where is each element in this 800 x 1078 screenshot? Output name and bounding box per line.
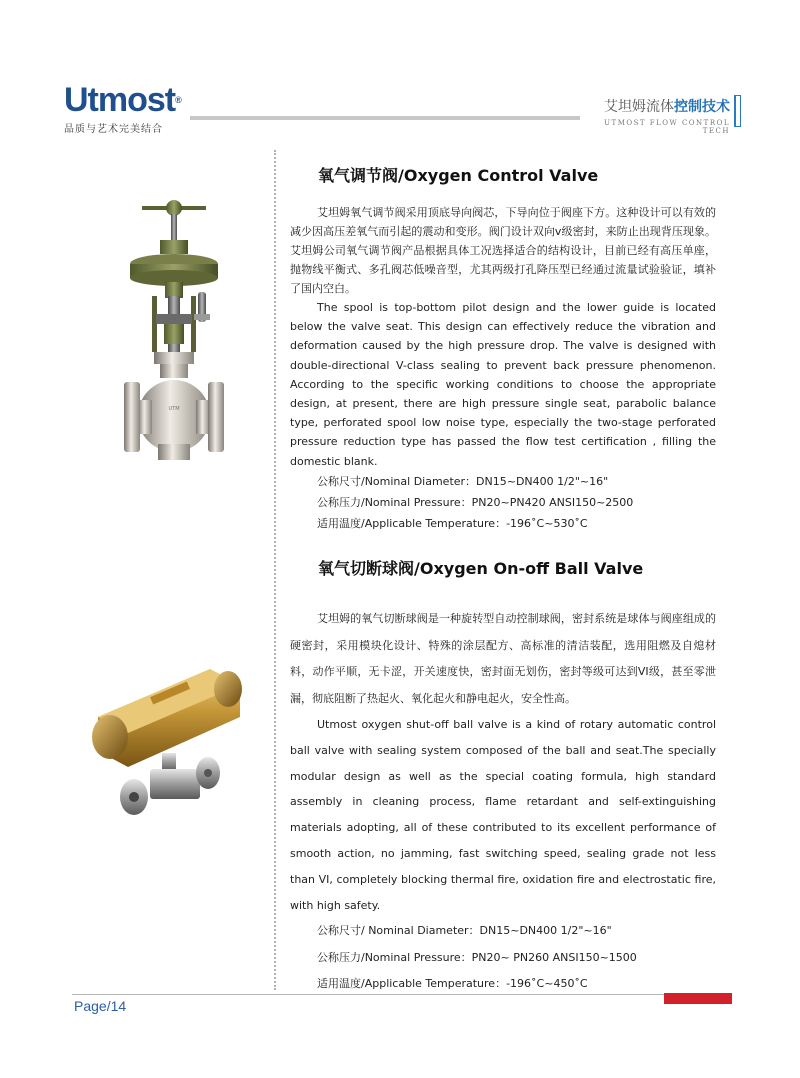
brand-en: UTMOST FLOW CONTROL TECH <box>604 119 730 135</box>
spec-nominal-diameter: 公称尺寸/Nominal Diameter：DN15~DN400 1/2"~16" <box>317 474 609 488</box>
svg-text:UTM: UTM <box>168 406 180 412</box>
brand-title <box>594 98 730 135</box>
spec-nominal-pressure: 公称压力/Nominal Pressure：PN20~ PN260 ANSI150~1500 <box>317 950 637 964</box>
footer-rule <box>72 994 732 995</box>
section-title: 氧气调节阀/Oxygen Control Valve <box>318 166 599 185</box>
spec-applicable-temperature: 适用温度/Applicable Temperature：-196˚C~450˚C <box>317 977 588 991</box>
spec-applicable-temperature: 适用温度/Applicable Temperature：-196˚C~530˚C <box>317 516 588 530</box>
section-oxygen-control-valve <box>290 165 716 534</box>
registered-mark: ® <box>175 95 181 105</box>
company-logo <box>64 82 184 135</box>
paragraph-english: The spool is top-bottom pilot design and the lower guide is located below the valve seat. This design can effectively reduce the vibration and deformation caused by the high pressure drop. The valve is designed with double-directional V-class sealing to prevent back pressure phenomenon. According to the specific working conditions to choose the appropriate design, at present, there are high pressure single seat, parabolic balance type, perforated spool low noise type, especially the two-stage perforated pressure reduction type has passed the flow test certification , filling the domestic blank. <box>290 301 716 468</box>
logo-wordmark: Utmost <box>64 81 176 119</box>
dotted-divider <box>274 150 276 990</box>
brand-bracket-icon <box>734 95 741 127</box>
logo-tagline: 品质与艺术完美结合 <box>64 124 163 135</box>
header-rule <box>190 116 580 120</box>
paragraph-chinese: 艾坦姆氧气调节阀采用顶底导向阀芯，下导向位于阀座下方。这种设计可以有效的减少因高压差氧气而引起的震动和变形。阀门设计双向v级密封，来防止出现背压现象。艾坦姆公司氧气调节阀产品根据具体工况选择适合的结构设计，目前已经有高压单座，抛物线平衡式、多孔阀芯低噪音型，尤其两级打孔降压型已经通过流量试验验证，填补了国内空白。 <box>290 206 716 295</box>
section-title: 氧气切断球阀/Oxygen On-off Ball Valve <box>318 559 644 578</box>
section-oxygen-ball-valve <box>290 558 716 998</box>
page-number: Page/14 <box>74 998 127 1014</box>
brand-cn-plain: 艾坦姆流体 <box>604 99 674 115</box>
paragraph-chinese: 艾坦姆的氧气切断球阀是一种旋转型自动控制球阀，密封系统是球体与阀座组成的硬密封，采用模块化设计、特殊的涂层配方、高标准的清洁装配，选用阻燃及自熄材料，动作平顺，无卡涩，开关速度快，密封面无划伤，密封等级可达到VI级，甚至零泄漏，彻底阻断了热起火、氧化起火和静电起火，安全性高。 <box>290 612 716 705</box>
oxygen-control-valve-image <box>118 196 230 474</box>
paragraph-english: Utmost oxygen shut-off ball valve is a kind of rotary automatic control ball valve with sealing system composed of the ball and seat.The specially modular design as well as the special coating formula, high standard assembly in cleaning process, flame retardant and self-extinguishing materials adopting, all of these contributed to its excellent performance of smooth action, no jamming, fast switching speed, sealing grade not less than VI, completely blocking thermal fire, oxidation fire and electrostatic fire, with high safety. <box>290 718 716 912</box>
spec-nominal-diameter: 公称尺寸/ Nominal Diameter：DN15~DN400 1/2"~16" <box>317 924 612 938</box>
oxygen-ball-valve-image <box>80 655 250 823</box>
brand-cn-highlight: 控制技术 <box>674 99 730 115</box>
spec-nominal-pressure: 公称压力/Nominal Pressure：PN20~PN420 ANSI150~2500 <box>317 495 634 509</box>
footer-accent-bar <box>664 993 732 1004</box>
